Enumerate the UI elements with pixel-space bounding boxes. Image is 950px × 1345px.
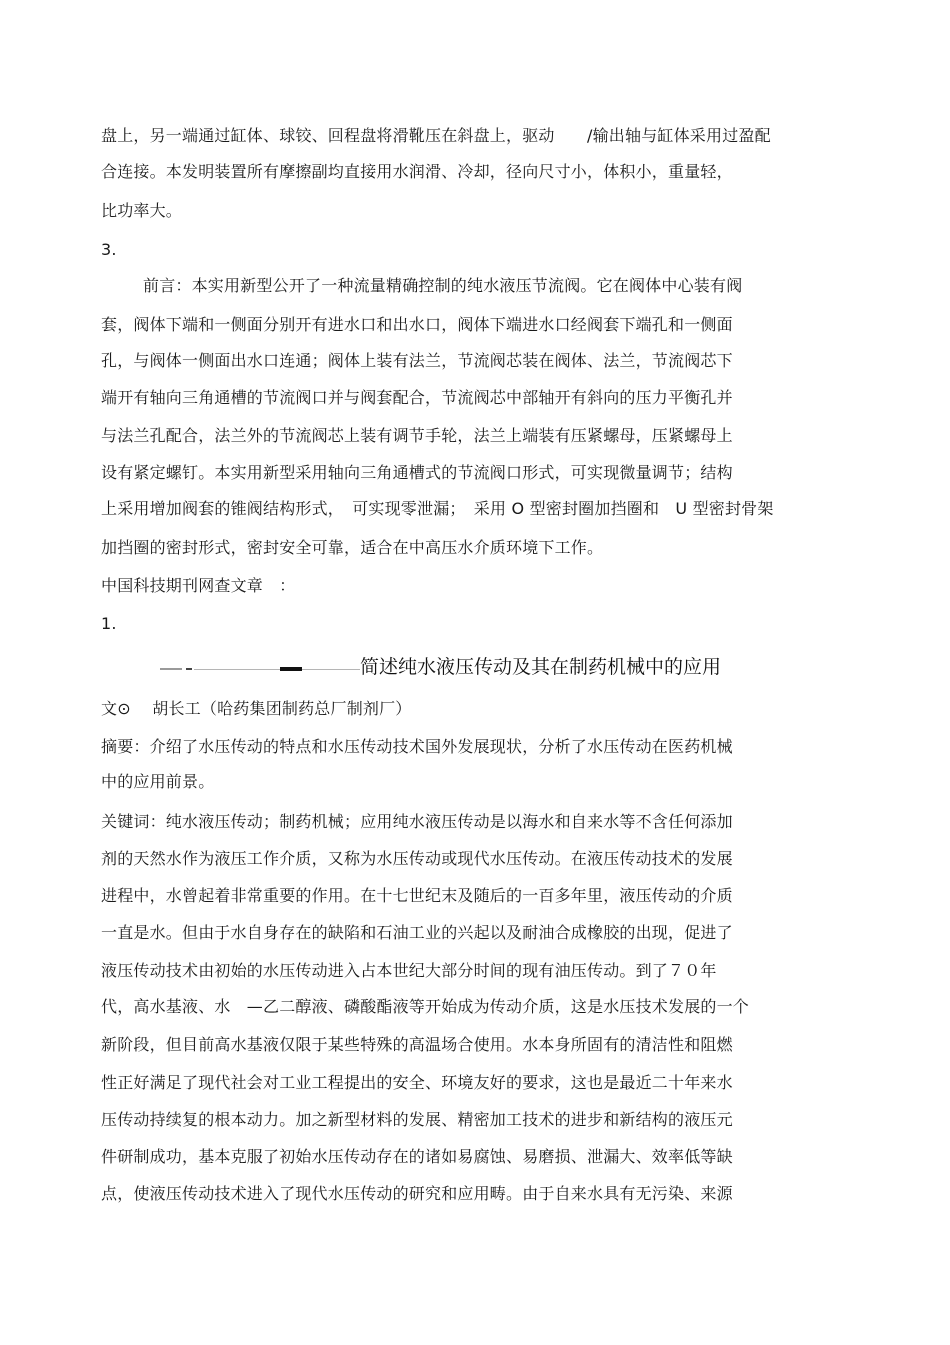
text-line: 上采用增加阀套的锥阀结构形式， 可实现零泄漏； 采用 O 型密封圈加挡圈和 U 型密封骨架 — [101, 499, 774, 518]
text-line: 设有紧定螺钉。本实用新型采用轴向三角通槽式的节流阀口形式，可实现微量调节；结构 — [101, 463, 733, 482]
text-line: 性正好满足了现代社会对工业工程提出的安全、环境友好的要求，这也是最近二十年来水 — [101, 1073, 733, 1092]
text-line: 新阶段，但目前高水基液仅限于某些特殊的高温场合使用。水本身所固有的清洁性和阻燃 — [101, 1035, 733, 1054]
text-line: 进程中，水曾起着非常重要的作用。在十七世纪末及随后的一百多年里，液压传动的介质 — [101, 886, 733, 905]
text-line: 端开有轴向三角通槽的节流阀口并与阀套配合，节流阀芯中部轴开有斜向的压力平衡孔并 — [101, 388, 733, 407]
text-line: 中国科技期刊网查文章 ： — [101, 576, 296, 595]
text-line: 套，阀体下端和一侧面分别开有进水口和出水口，阀体下端进水口经阀套下端孔和一侧面 — [101, 315, 733, 334]
text-line: 液压传动技术由初始的水压传动进入占本世纪大部分时间的现有油压传动。到了７０年 — [101, 961, 717, 980]
title-decoration — [160, 668, 360, 671]
text-line: 加挡圈的密封形式，密封安全可靠，适合在中高压水介质环境下工作。 — [101, 538, 604, 557]
text-line: 摘要：介绍了水压传动的特点和水压传动技术国外发展现状，分析了水压传动在医药机械 — [101, 737, 733, 756]
text-line: 前言：本实用新型公开了一种流量精确控制的纯水液压节流阀。它在阀体中心装有阀 — [143, 276, 743, 295]
text-line: 件研制成功，基本克服了初始水压传动存在的诸如易腐蚀、易磨损、泄漏大、效率低等缺 — [101, 1147, 733, 1166]
text-line: 一直是水。但由于水自身存在的缺陷和石油工业的兴起以及耐油合成橡胶的出现，促进了 — [101, 923, 733, 942]
text-line: 压传动持续复的根本动力。加之新型材料的发展、精密加工技术的进步和新结构的液压元 — [101, 1110, 733, 1129]
section-number: 1. — [101, 614, 117, 633]
article-title: 简述纯水液压传动及其在制药机械中的应用 — [360, 656, 722, 678]
author-line: 文⊙ 胡长工（哈药集团制药总厂制剂厂） — [101, 699, 412, 718]
text-line: 比功率大。 — [101, 201, 183, 220]
text-line: 合连接。本发明装置所有摩擦副均直接用水润滑、冷却，径向尺寸小，体积小，重量轻， — [101, 162, 733, 181]
text-line: 中的应用前景。 — [101, 772, 215, 791]
section-number: 3. — [101, 240, 117, 259]
text-line: 剂的天然水作为液压工作介质，又称为水压传动或现代水压传动。在液压传动技术的发展 — [101, 849, 733, 868]
text-line: 关键词：纯水液压传动；制药机械；应用纯水液压传动是以海水和自来水等不含任何添加 — [101, 812, 733, 831]
text-line: 盘上，另一端通过缸体、球铰、回程盘将滑靴压在斜盘上，驱动 /输出轴与缸体采用过盈配 — [101, 126, 771, 145]
text-line: 孔，与阀体一侧面出水口连通；阀体上装有法兰，节流阀芯装在阀体、法兰，节流阀芯下 — [101, 351, 733, 370]
text-line: 点，使液压传动技术进入了现代水压传动的研究和应用畴。由于自来水具有无污染、来源 — [101, 1184, 733, 1203]
text-line: 代，高水基液、水 —乙二醇液、磷酸酯液等开始成为传动介质，这是水压技术发展的一个 — [101, 997, 750, 1016]
text-line: 与法兰孔配合，法兰外的节流阀芯上装有调节手轮，法兰上端装有压紧螺母，压紧螺母上 — [101, 426, 733, 445]
